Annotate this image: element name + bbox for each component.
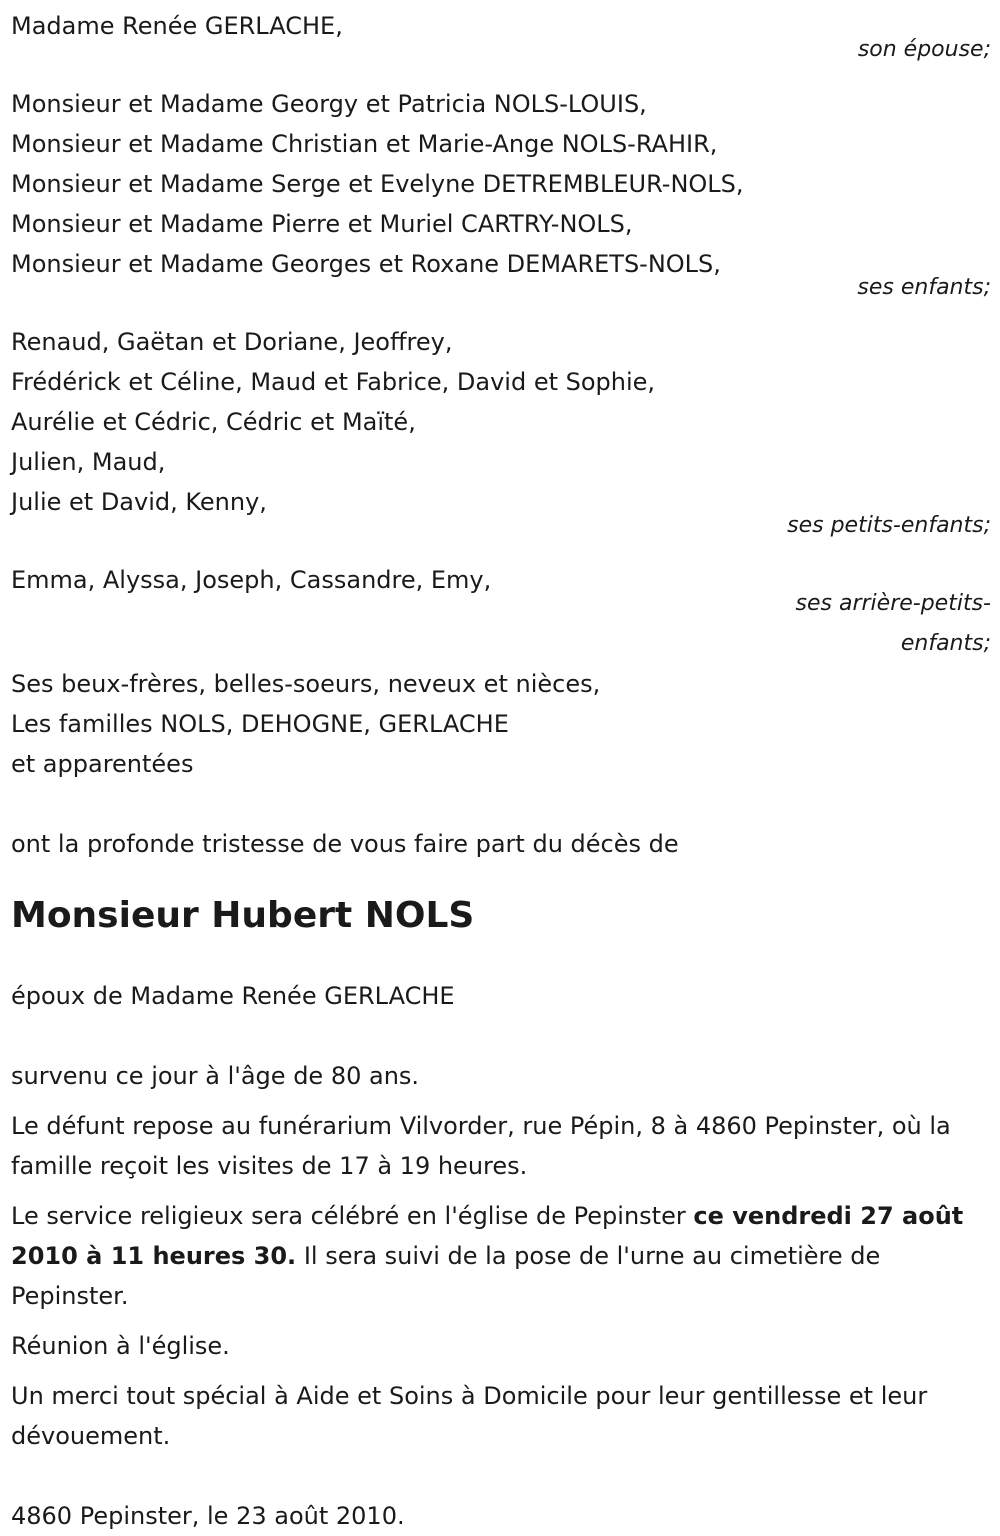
child-couple: Monsieur et Madame Christian et Marie-Ange NOLS-RAHIR, [11,130,718,158]
child-couple: Monsieur et Madame Pierre et Muriel CARTRY-NOLS, [11,210,633,238]
thanks-text: Un merci tout spécial à Aide et Soins à Domicile pour leur gentillesse et leur dévouement. [11,1382,928,1450]
great-grandchildren-role-1: ses arrière-petits- [795,591,991,616]
age-text: survenu ce jour à l'âge de 80 ans. [11,1062,420,1090]
meeting-text: Réunion à l'église. [11,1332,230,1360]
rest-text: Le défunt repose au funérarium Vilvorder, rue Pépin, 8 à 4860 Pepinster, où la famille reçoit les visites de 17 à 19 heures. [11,1112,951,1180]
announcement-text: ont la profonde tristesse de vous faire part du décès de [11,830,679,858]
service-text [11,1196,991,1316]
children-section [11,84,991,308]
grandchildren-line: Aurélie et Cédric, Cédric et Maïté, [11,408,416,436]
children-role: ses enfants; [857,275,991,300]
service-before: Le service religieux sera célébré en l'église de Pepinster [11,1202,694,1230]
spouse-role: son épouse; [857,37,991,62]
service-datetime: ce vendredi 27 août 2010 à 11 heures 30. [11,1202,964,1270]
great-grandchildren-line: Emma, Alyssa, Joseph, Cassandre, Emy, [11,566,492,594]
spouse-of-text: époux de Madame Renée GERLACHE [11,982,455,1010]
place-date: 4860 Pepinster, le 23 août 2010. [11,1502,405,1530]
grandchildren-line: Julie et David, Kenny, [11,488,267,516]
child-couple: Monsieur et Madame Serge et Evelyne DETREMBLEUR-NOLS, [11,170,744,198]
grandchildren-section [11,322,991,546]
family-line: et apparentées [11,750,194,778]
grandchildren-line: Renaud, Gaëtan et Doriane, Jeoffrey, [11,328,453,356]
great-grandchildren-section [11,560,991,664]
grandchildren-role: ses petits-enfants; [787,513,991,538]
spouse-name: Madame Renée GERLACHE, [11,12,343,40]
deceased-name: Monsieur Hubert NOLS [11,895,475,936]
child-couple: Monsieur et Madame Georgy et Patricia NOLS-LOUIS, [11,90,647,118]
family-line: Ses beux-frères, belles-soeurs, neveux et nièces, [11,670,601,698]
service-after: Il sera suivi de la pose de l'urne au cimetière de Pepinster. [11,1242,881,1310]
grandchildren-line: Julien, Maud, [11,448,166,476]
child-couple: Monsieur et Madame Georges et Roxane DEMARETS-NOLS, [11,250,721,278]
family-section [11,664,991,784]
obituary-document [11,6,991,1536]
family-line: Les familles NOLS, DEHOGNE, GERLACHE [11,710,509,738]
spouse-section [11,6,991,70]
grandchildren-line: Frédérick et Céline, Maud et Fabrice, David et Sophie, [11,368,656,396]
great-grandchildren-role-2: enfants; [900,631,991,656]
